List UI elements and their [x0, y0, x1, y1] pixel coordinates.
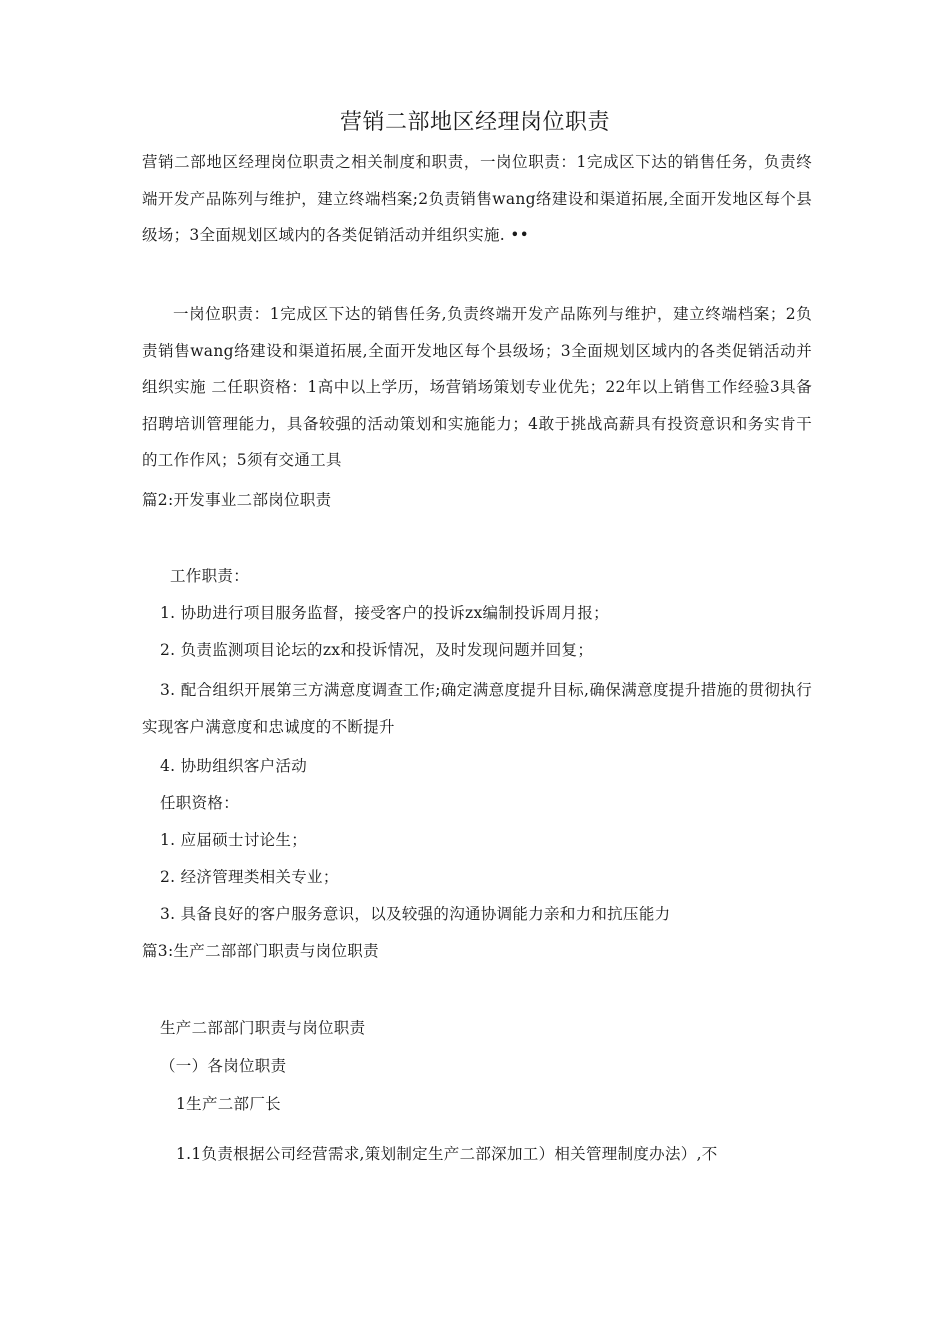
- qualifications-label: 任职资格：: [160, 794, 240, 812]
- section-3-item-1-1: 1.1负责根据公司经营需求,策划制定生产二部深加工）相关管理制度办法）,不: [176, 1145, 718, 1163]
- duty-item-4: 4. 协助组织客户活动: [160, 757, 308, 775]
- section-3-item: 1生产二部厂长: [176, 1095, 281, 1113]
- qualification-item-3: 3. 具备良好的客户服务意识，以及较强的沟通协调能力亲和力和抗压能力: [160, 905, 671, 923]
- intro-paragraph: 营销二部地区经理岗位职责之相关制度和职责，一岗位职责：1完成区下达的销售任务，负责终端开发产品陈列与维护，建立终端档案;2负责销售wang络建设和渠道拓展,全面开发地区每个县级场；3全面规划区域内的各类促销活动并组织实施. ••: [142, 153, 812, 244]
- duty-item-3: 3. 配合组织开展第三方满意度调查工作;确定满意度提升目标,确保满意度提升措施的贯彻执行实现客户满意度和忠诚度的不断提升: [142, 681, 812, 736]
- section-3-subheading: （一）各岗位职责: [160, 1057, 287, 1075]
- section-heading-3: 篇3:生产二部部门职责与岗位职责: [142, 942, 379, 960]
- qualification-item-2: 2. 经济管理类相关专业；: [160, 868, 339, 886]
- work-duties-label: 工作职责：: [170, 567, 250, 585]
- duty-item-2: 2. 负责监测项目论坛的zx和投诉情况，及时发现问题并回复；: [160, 641, 594, 659]
- job-duties-paragraph: 一岗位职责：1完成区下达的销售任务,负责终端开发产品陈列与维护，建立终端档案；2负责销售wang络建设和渠道拓展,全面开发地区每个县级场；3全面规划区域内的各类促销活动并组织实施 二任职资格：1高中以上学历，场营销场策划专业优先；22年以上销售工作经验3具备招聘培训管理能力，具备较强的活动策划和实施能力；4敢于挑战高薪具有投资意识和务实肯干的工作作风；5须有交通工具: [142, 305, 812, 469]
- section-heading-2: 篇2:开发事业二部岗位职责: [142, 491, 332, 509]
- qualification-item-1: 1. 应届硕士讨论生；: [160, 831, 308, 849]
- document-title: 营销二部地区经理岗位职责: [339, 110, 610, 135]
- duty-item-1: 1. 协助进行项目服务监督，接受客户的投诉zx编制投诉周月报；: [160, 604, 609, 622]
- section-3-title: 生产二部部门职责与岗位职责: [160, 1019, 366, 1037]
